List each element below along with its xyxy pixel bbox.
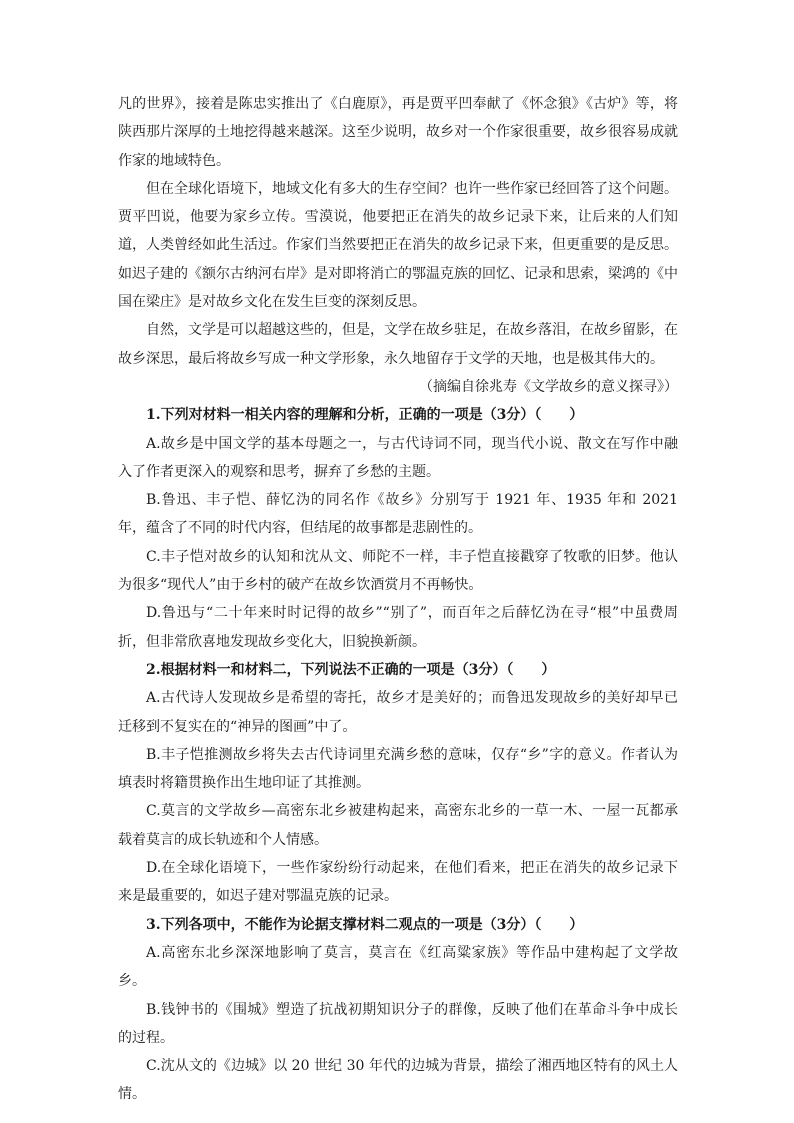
question-3-stem: 3.下列各项中，不能作为论据支撑材料二观点的一项是（3分）（ ） [146,916,584,933]
question-2-option-d: D.在全球化语境下，一些作家纷纷行动起来，在他们看来，把正在消失的故乡记录下来是最重要的，如迟子建对鄂温克族的记录。 [118,860,678,905]
source-citation: （摘编自徐兆寿《文学故乡的意义探寻》） [419,378,678,395]
paragraph-1: 凡的世界》，接着是陈忠实推出了《白鹿原》，再是贾平凹奉献了《怀念狼》《古炉》等，将陕西那片深厚的土地挖得越来越深。这至少说明，故乡对一个作家很重要，故乡很容易成就作家的地域特色。 [118,96,678,169]
question-1-option-b: B.鲁迅、丰子恺、薛忆沩的同名作《故乡》分别写于 1921 年、1935 年和 2021 年，蕴含了不同的时代内容，但结尾的故事都是悲剧性的。 [118,492,678,537]
question-3-option-a: A.高密东北乡深深地影响了莫言，莫言在《红高粱家族》等作品中建构起了文学故乡。 [118,944,678,990]
paragraph-3: 自然，文学是可以超越这些的，但是，文学在故乡驻足，在故乡落泪，在故乡留影，在故乡深思，最后将故乡写成一种文学形象，永久地留存于文学的天地，也是极其伟大的。 [118,322,678,367]
question-3-option-b: B.钱钟书的《围城》塑造了抗战初期知识分子的群像，反映了他们在革命斗争中成长的过程。 [118,1001,678,1046]
question-2-stem: 2.根据材料一和材料二，下列说法不正确的一项是（3分）（ ） [146,661,556,678]
question-1-option-d: D.鲁迅与“二十年来时时记得的故乡”“别了”，而百年之后薛忆沩在寻“根”中虽费周折，但非常欣喜地发现故乡变化大，旧貌换新颜。 [118,605,678,650]
question-2-option-b: B.丰子恺推测故乡将失去古代诗词里充满乡愁的意味，仅存“乡”字的意义。作者认为填表时将籍贯换作出生地印证了其推测。 [118,746,678,792]
question-3-option-c: C.沈从文的《边城》以 20 世纪 30 年代的边城为背景，描绘了湘西地区特有的风土人情。 [118,1058,678,1103]
question-1-option-a: A.故乡是中国文学的基本母题之一，与古代诗词不同，现当代小说、散文在写作中融入了作者更深入的观察和思考，摒弃了乡愁的主题。 [118,435,678,480]
document-page [118,90,678,1109]
question-2-option-c: C.莫言的文学故乡—高密东北乡被建构起来，高密东北乡的一草一木、一屋一瓦都承载着莫言的成长轨迹和个人情感。 [118,803,678,848]
question-2-option-a: A.古代诗人发现故乡是希望的寄托，故乡才是美好的；而鲁迅发现故乡的美好却早已迁移到不复实在的“神异的图画”中了。 [118,690,678,735]
question-1-option-c: C.丰子恺对故乡的认知和沈从文、师陀不一样，丰子恺直接戳穿了牧歌的旧梦。他认为很多“现代人”由于乡村的破产在故乡饮酒赏月不再畅快。 [118,548,678,594]
paragraph-2: 但在全球化语境下，地域文化有多大的生存空间？也许一些作家已经回答了这个问题。贾平凹说，他要为家乡立传。雪漠说，他要把正在消失的故乡记录下来，让后来的人们知道，人类曾经如此生活过。作家们当然要把正在消失的故乡记录下来，但更重要的是反思。如迟子建的《额尔古纳河右岸》是对即将消亡的鄂温克族的回忆、记录和思索，梁鸿的《中国在梁庄》是对故乡文化在发生巨变的深刻反思。 [118,180,678,311]
question-1-stem: 1.下列对材料一相关内容的理解和分析，正确的一项是（3分）（ ） [146,407,584,424]
